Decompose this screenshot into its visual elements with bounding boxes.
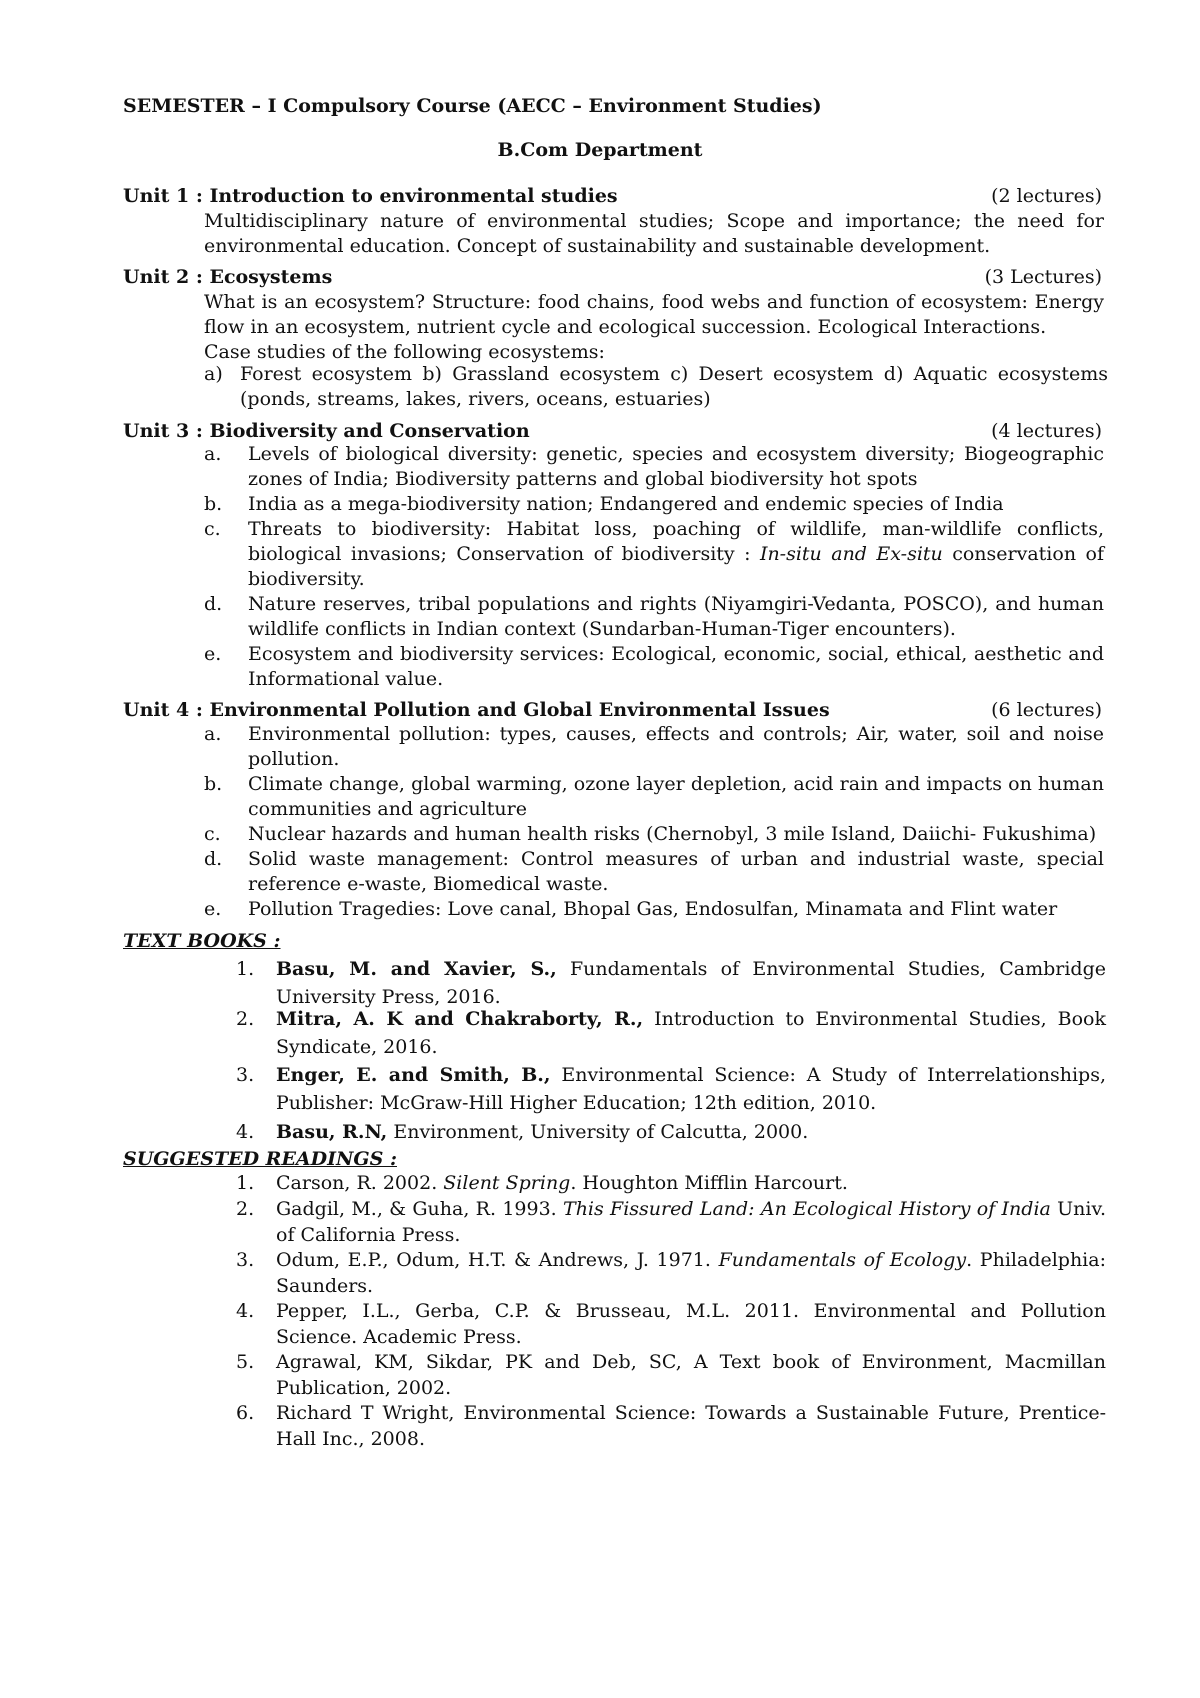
- book-details: Fundamentals of Environmental Studies, Cambridge University Press, 2016.: [276, 958, 1106, 1008]
- reading-part: Gadgil, M., & Guha, R. 1993.: [276, 1198, 564, 1220]
- reading-text: [276, 1196, 1106, 1248]
- unit-2-heading: [123, 264, 1108, 290]
- reading-number: 2.: [236, 1198, 255, 1220]
- reading-text: [276, 1247, 1106, 1299]
- book-text: [276, 955, 1106, 1011]
- unit-3-lectures: (4 lectures): [991, 420, 1102, 442]
- list-text: Levels of biological diversity: genetic, species and ecosystem diversity; Biogeographic zones of India; Biodiversity patterns and global biodiversity hot spots: [248, 443, 1104, 490]
- book-text: [276, 1118, 1106, 1146]
- text-books-heading: TEXT BOOKS :: [123, 930, 281, 952]
- list-text: Nuclear hazards and human health risks (Chernobyl, 3 mile Island, Daiichi- Fukushima): [248, 823, 1097, 845]
- list-marker: c.: [204, 823, 221, 845]
- list-text: Environmental pollution: types, causes, effects and controls; Air, water, soil and noise pollution.: [248, 723, 1104, 770]
- list-text: Pollution Tragedies: Love canal, Bhopal Gas, Endosulfan, Minamata and Flint water: [248, 898, 1058, 920]
- book-number: 3.: [236, 1064, 255, 1086]
- page-title: SEMESTER – I Compulsory Course (AECC – Environment Studies): [123, 95, 822, 117]
- book-number: 2.: [236, 1008, 255, 1030]
- unit-1-lectures: (2 lectures): [991, 185, 1102, 207]
- reading-part: Carson, R. 2002.: [276, 1172, 444, 1194]
- reading-part: . Philadelphia: Saunders.: [276, 1249, 1106, 1297]
- reading-number: 4.: [236, 1300, 255, 1322]
- book-authors: Mitra, A. K and Chakraborty, R.,: [276, 1008, 644, 1030]
- book-details: Environment, University of Calcutta, 2000.: [387, 1121, 809, 1143]
- reading-number: 1.: [236, 1172, 255, 1194]
- book-authors: Enger, E. and Smith, B.,: [276, 1064, 551, 1086]
- unit-2-text-line: Case studies of the following ecosystems:: [204, 341, 605, 363]
- unit-4-lectures: (6 lectures): [991, 699, 1102, 721]
- book-authors: Basu, R.N,: [276, 1121, 388, 1143]
- list-text: Forest ecosystem b) Grassland ecosystem c) Desert ecosystem d) Aquatic ecosystems (ponds, streams, lakes, rivers, oceans, estuaries): [240, 363, 1108, 410]
- book-authors: Basu, M. and Xavier, S.,: [276, 958, 557, 980]
- list-marker: a.: [204, 443, 222, 465]
- book-text: [276, 1005, 1106, 1061]
- reading-number: 3.: [236, 1249, 255, 1271]
- suggested-readings-heading: SUGGESTED READINGS :: [123, 1148, 397, 1170]
- department-heading: B.Com Department: [497, 139, 703, 161]
- unit-2-text-line: What is an ecosystem? Structure: food chains, food webs and function of ecosystem: Energy: [204, 291, 1104, 313]
- list-text: Ecosystem and biodiversity services: Ecological, economic, social, ethical, aesthetic and Informational value.: [248, 643, 1104, 690]
- list-text: Nature reserves, tribal populations and rights (Niyamgiri-Vedanta, POSCO), and human wildlife conflicts in Indian context (Sundarban-Human-Tiger encounters).: [248, 593, 1104, 640]
- book-number: 1.: [236, 958, 255, 980]
- list-text-italic: In-situ and Ex-situ: [759, 543, 943, 565]
- reading-title: Fundamentals of Ecology: [718, 1249, 967, 1271]
- reading-part: Univ. of California Press.: [276, 1198, 1106, 1246]
- list-marker: d.: [204, 848, 223, 870]
- list-text: India as a mega-biodiversity nation; Endangered and endemic species of India: [248, 493, 1004, 515]
- list-text: Solid waste management: Control measures of urban and industrial waste, special reference e-waste, Biomedical waste.: [248, 848, 1104, 895]
- unit-2-text-line: flow in an ecosystem, nutrient cycle and ecological succession. Ecological Interactions.: [204, 316, 1047, 338]
- list-marker: e.: [204, 643, 222, 665]
- reading-number: 6.: [236, 1402, 255, 1424]
- reading-text: Pepper, I.L., Gerba, C.P. & Brusseau, M.L. 2011. Environmental and Pollution Science. Academic Press.: [276, 1300, 1106, 1348]
- reading-title: Silent Spring: [443, 1172, 571, 1194]
- reading-text: [276, 1170, 1106, 1196]
- list-text-part: conservation of biodiversity.: [248, 543, 1104, 590]
- list-marker: a.: [204, 723, 222, 745]
- reading-text: Richard T Wright, Environmental Science: Towards a Sustainable Future, Prentice-Hall Inc., 2008.: [276, 1402, 1106, 1450]
- unit-3-title: Unit 3 : Biodiversity and Conservation: [123, 420, 530, 442]
- list-marker: c.: [204, 518, 221, 540]
- list-text-part: Threats to biodiversity: Habitat loss, poaching of wildlife, man-wildlife conflicts, biological invasions; Conservation of biodiversity :: [248, 518, 1104, 565]
- book-details: Environmental Science: A Study of Interrelationships, Publisher: McGraw-Hill Higher Education; 12th edition, 2010.: [276, 1064, 1106, 1114]
- book-details: Introduction to Environmental Studies, Book Syndicate, 2016.: [276, 1008, 1107, 1058]
- reading-part: Odum, E.P., Odum, H.T. & Andrews, J. 1971.: [276, 1249, 719, 1271]
- reading-number: 5.: [236, 1351, 255, 1373]
- unit-1-title: Unit 1 : Introduction to environmental studies: [123, 185, 618, 207]
- unit-1-text-line: environmental education. Concept of sustainability and sustainable development.: [204, 235, 991, 257]
- unit-4-heading: [123, 697, 1108, 723]
- list-marker: b.: [204, 493, 223, 515]
- list-text: Climate change, global warming, ozone layer depletion, acid rain and impacts on human communities and agriculture: [248, 773, 1104, 820]
- unit-4-title: Unit 4 : Environmental Pollution and Global Environmental Issues: [123, 699, 830, 721]
- list-marker: d.: [204, 593, 223, 615]
- unit-3-heading: [123, 418, 1108, 444]
- unit-1-heading: [123, 183, 1108, 209]
- list-marker: e.: [204, 898, 222, 920]
- reading-part: . Houghton Mifflin Harcourt.: [570, 1172, 848, 1194]
- list-marker: a): [204, 363, 223, 385]
- unit-2-lectures: (3 Lectures): [984, 266, 1102, 288]
- book-number: 4.: [236, 1121, 255, 1143]
- list-marker: b.: [204, 773, 223, 795]
- book-text: [276, 1061, 1106, 1117]
- unit-1-text-line: Multidisciplinary nature of environmental studies; Scope and importance; the need for: [204, 210, 1104, 232]
- reading-text: Agrawal, KM, Sikdar, PK and Deb, SC, A Text book of Environment, Macmillan Publication, 2002.: [276, 1351, 1106, 1399]
- unit-2-title: Unit 2 : Ecosystems: [123, 266, 333, 288]
- list-text: [248, 517, 1104, 592]
- reading-title: This Fissured Land: An Ecological History of India: [563, 1198, 1051, 1220]
